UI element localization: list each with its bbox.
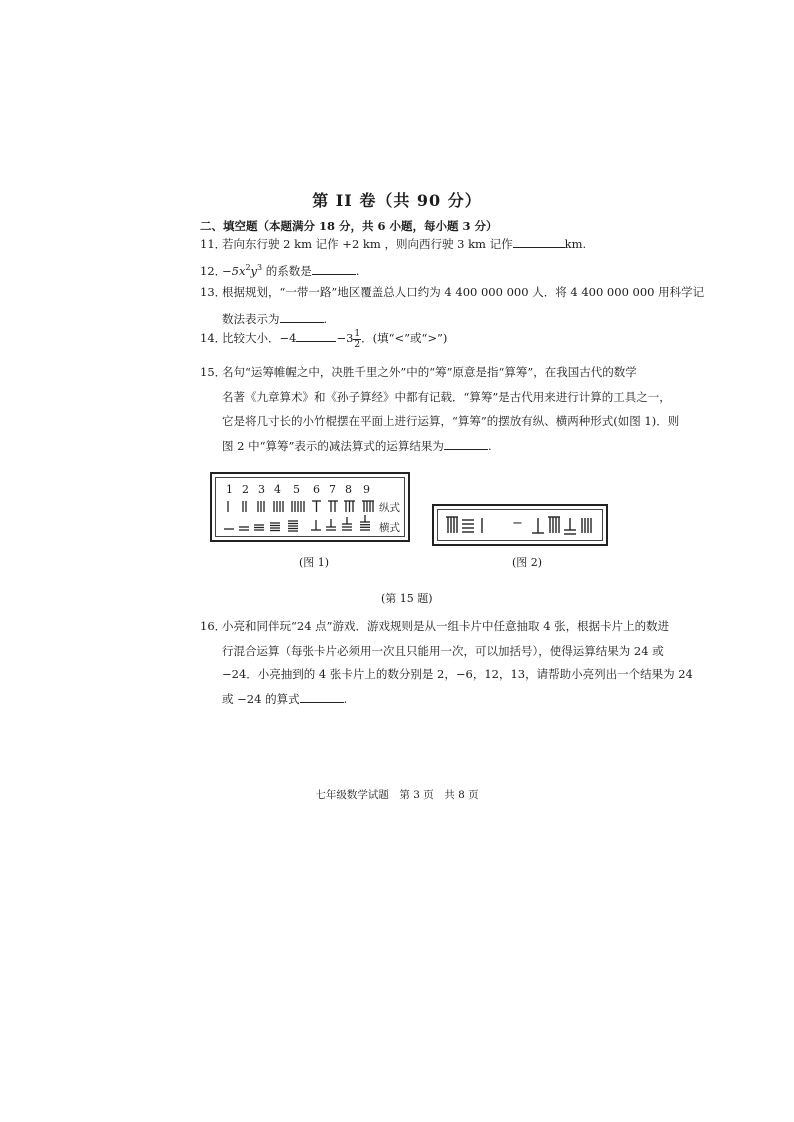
term-variable: y: [250, 263, 258, 278]
question-punct: .: [323, 312, 328, 326]
question-13-cont: [222, 309, 327, 327]
figure-1-counting-rods: [210, 472, 410, 542]
horizontal-form-label: 横式: [379, 522, 400, 534]
rod-digit-label: 5: [293, 483, 300, 496]
figure-2-caption: (图 2): [512, 556, 543, 569]
answer-blank: [312, 261, 356, 275]
question-16-line2: 行混合运算（每张卡片必须用一次且只能用一次，可以加括号），使得运算结果为 24 或: [222, 644, 664, 658]
question-punct: .: [355, 263, 360, 278]
rod-digit-label: 2: [242, 483, 249, 496]
question-number: 11．: [200, 237, 227, 251]
rod-digit-label: 7: [329, 483, 336, 496]
section-title: 第 II 卷（共 90 分）: [312, 191, 482, 210]
minus-sign: −: [512, 516, 523, 531]
question-15-figure-caption: (第 15 题): [381, 592, 433, 605]
figure-2-subtraction: [432, 504, 608, 546]
rod-digit-label: 4: [274, 483, 281, 496]
rod-digit-label: 3: [258, 483, 265, 496]
question-11: [200, 232, 586, 256]
question-number: 15．: [200, 365, 227, 379]
question-text: 的系数是: [262, 263, 312, 278]
question-text: 小亮和同伴玩“24 点”游戏．游戏规则是从一组卡片中任意抽取 4 张，根据卡片上的数进: [222, 619, 670, 633]
question-unit: km.: [564, 237, 587, 251]
rod-digit-label: 9: [363, 483, 370, 496]
term-exponent: 3: [257, 263, 263, 272]
question-14: [200, 326, 447, 350]
fraction-numerator: 1: [354, 328, 361, 339]
fraction: [353, 329, 361, 350]
rod-digit-label: 8: [345, 483, 352, 496]
mixed-number-whole: −3: [336, 331, 354, 345]
question-text: 若向东行驶 2 km 记作 +2 km ，则向西行驶 3 km 记作: [222, 237, 513, 251]
question-16-line3: −24．小亮抽到的 4 张卡片上的数分别是 2，−6，12，13，请帮助小亮列出一个结果为 24: [222, 667, 693, 681]
question-text: 比较大小．−4: [222, 331, 297, 345]
question-punct: .: [487, 439, 492, 453]
question-text: 名句“运筹帷幄之中，决胜千里之外”中的“筹”原意是指“算筹”，在我国古代的数学: [222, 365, 637, 379]
question-15-line2: 名著《九章算术》和《孙子算经》中都有记载．“算筹”是古代用来进行计算的工具之一，: [222, 390, 671, 404]
answer-blank: [296, 328, 336, 342]
figure-1-caption: (图 1): [299, 556, 330, 569]
answer-blank: [300, 689, 344, 703]
term-base: −5x: [222, 263, 246, 278]
question-punct: .: [343, 692, 348, 706]
question-15: [200, 360, 637, 384]
question-15-line3: 它是将几寸长的小竹棍摆在平面上进行运算，“算筹”的摆放有纵、横两种形式(如图 1)．则: [222, 414, 680, 428]
rod-digit-label: 6: [313, 483, 320, 496]
question-text: 根据规划，“一带一路”地区覆盖总人口约为 4 400 000 000 人．将 4 400 000 000 用科学记: [222, 285, 705, 299]
question-text: 或 −24 的算式: [222, 692, 300, 706]
question-13: [200, 280, 704, 304]
question-16: [200, 614, 669, 638]
counting-rod-glyphs: [212, 474, 408, 540]
answer-blank: [280, 309, 324, 323]
page-footer: 七年级数学试题 第 3 页 共 8 页: [315, 789, 479, 801]
question-16-line4: [222, 689, 347, 707]
rod-digit-label: 1: [226, 483, 233, 496]
answer-blank: [444, 436, 488, 450]
question-number: 16．: [200, 619, 227, 633]
vertical-form-label: 纵式: [379, 502, 400, 514]
question-text: 数法表示为: [222, 312, 280, 326]
question-number: 14．: [200, 331, 227, 345]
question-12: [200, 256, 359, 283]
answer-blank: [513, 234, 565, 248]
question-text: ．(填“<”或“>”): [361, 331, 448, 345]
term-exponent: 2: [245, 263, 251, 272]
question-number: 13．: [200, 285, 227, 299]
section-heading: 二、填空题（本题满分 18 分，共 6 小题，每小题 3 分）: [200, 219, 498, 233]
figure-2-rod-glyphs: [434, 506, 606, 544]
fraction-denominator: 2: [354, 339, 361, 350]
question-text: 图 2 中“算筹”表示的减法算式的运算结果为: [222, 439, 444, 453]
question-number: 12．: [200, 263, 227, 278]
question-15-line4: [222, 436, 492, 454]
